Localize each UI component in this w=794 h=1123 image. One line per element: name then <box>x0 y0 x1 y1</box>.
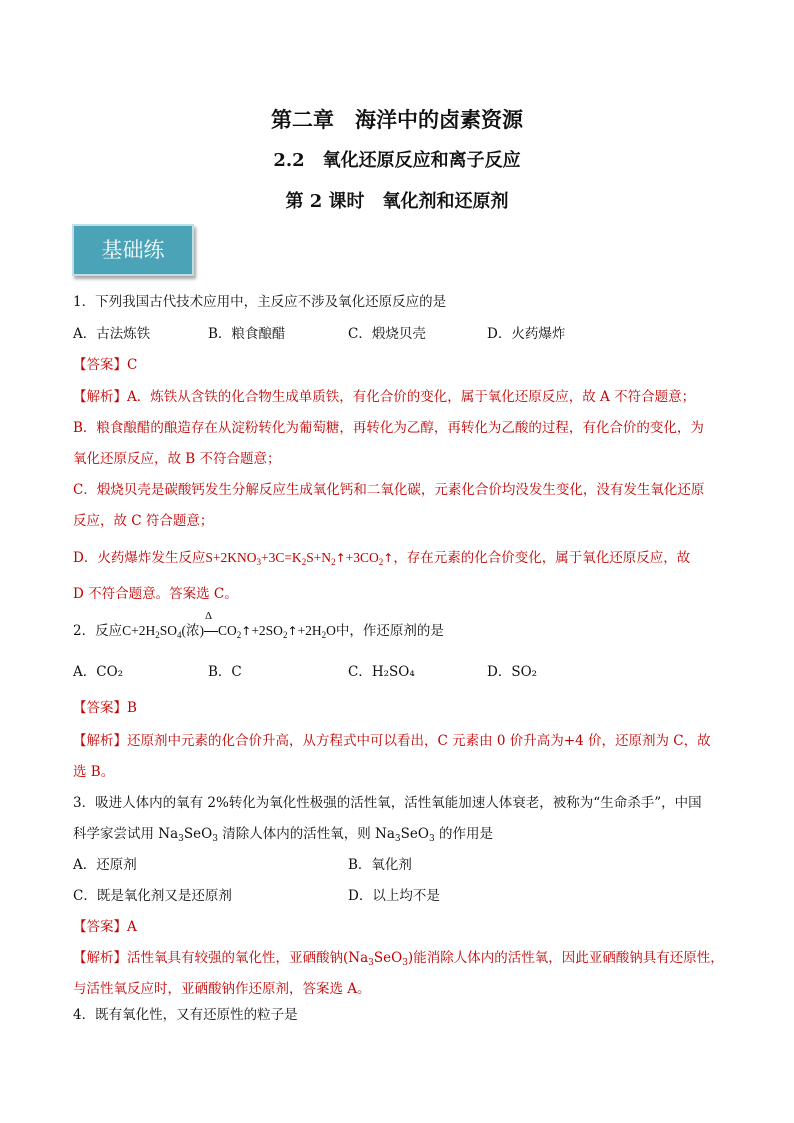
q1-analysis-line-6 <box>73 546 690 566</box>
q1-option-a: A．古法炼铁 <box>73 326 151 342</box>
q3-option-a: A．还原剂 <box>73 857 137 873</box>
q2-analysis-line-1 <box>73 729 711 749</box>
q1-option-d: D．火药爆炸 <box>487 326 566 342</box>
q1-analysis-line-3: 氧化还原反应，故 B 不符合题意； <box>73 451 281 467</box>
q2-stem-pre: 2．反应 <box>73 623 123 639</box>
q3-stem-2a: 科学家尝试用 Na <box>73 826 179 842</box>
q1-answer-value: C <box>127 357 138 373</box>
q1-analysis-line-7: D 不符合题意。答案选 C。 <box>73 586 238 602</box>
q1-option-b: B．粮食酿醋 <box>208 326 286 342</box>
analysis-label: 【解析】 <box>73 389 127 405</box>
q1-analysis-line-2: B．粮食酿醋的酿造存在从淀粉转化为葡萄糖，再转化为乙醇，再转化为乙酸的过程，有化合价的变化，为 <box>73 420 704 436</box>
q2-option-d: D．SO₂ <box>487 664 538 680</box>
q1-analysis-line-5: 反应，故 C 符合题意； <box>73 513 214 529</box>
q1-analysis-6-post: ，存在元素的化合价变化，属于氧化还原反应，故 <box>393 550 691 566</box>
q2-stem <box>73 610 444 640</box>
q2-answer-value: B <box>127 700 137 716</box>
q3-analysis-1a: 活性氧具有较强的氧化性，亚硒酸钠(Na <box>127 950 369 966</box>
answer-label: 【答案】 <box>73 919 127 935</box>
q3-option-b: B．氧化剂 <box>348 857 412 873</box>
q3-option-d: D．以上均不是 <box>348 888 440 904</box>
q3-analysis-line-1 <box>73 946 724 966</box>
q3-stem-line-2: 科学家尝试用 $Na_3SeO_3$ 清除人体内的活性氧，则 $Na_3SeO_3$ 的作用是 <box>73 826 493 844</box>
q3-stem-2d: SeO <box>400 826 429 842</box>
q2-answer <box>73 696 137 716</box>
q3-option-c: C．既是氧化剂又是还原剂 <box>73 888 232 904</box>
analysis-label: 【解析】 <box>73 733 127 749</box>
q1-option-c: C．煅烧贝壳 <box>348 326 426 342</box>
q2-option-a: A．CO₂ <box>73 664 124 680</box>
q1-analysis-text: A．炼铁从含铁的化合物生成单质铁，有化合价的变化，属于氧化还原反应，故 A 不符合题意； <box>127 389 696 405</box>
q3-stem-2e: 的作用是 <box>434 826 493 842</box>
q3-analysis-line-2: 与活性氧反应时，亚硒酸钠作还原剂，答案选 A。 <box>73 981 371 997</box>
q3-analysis-1b: SeO <box>373 950 403 966</box>
q3-analysis-1c: )能消除人体内的活性氧，因此亚硒酸钠具有还原性， <box>407 950 724 966</box>
analysis-label: 【解析】 <box>73 950 127 966</box>
q2-analysis-line-2: 选 B。 <box>73 764 115 780</box>
q2-option-b: B．C <box>208 664 242 680</box>
q3-stem-line-1: 3．吸进人体内的氧有 2%转化为氧化性极强的活性氧，活性氧能加速人体衰老，被称为“生命杀手”，中国 <box>73 795 702 811</box>
answer-label: 【答案】 <box>73 700 127 716</box>
gunpowder-equation: $S+2KNO_3+3C=K_2S+N_2↑+3CO_2↑$ <box>205 550 394 567</box>
q2-equation: $C+2H_2SO_4$(浓) Δ $CO_2↑+2SO_2↑+2H_2O$ <box>122 610 336 640</box>
q3-stem-2b: SeO <box>183 826 213 842</box>
q2-analysis-text: 还原剂中元素的化合价升高，从方程式中可以看出，C 元素由 0 价升高为+4 价，还原剂为 C，故 <box>127 733 711 749</box>
q1-analysis-6-pre: D．火药爆炸发生反应 <box>73 550 206 566</box>
basic-practice-badge: 基础练 <box>72 224 194 276</box>
q3-answer <box>73 915 137 935</box>
chapter-title: 第二章 海洋中的卤素资源 <box>271 107 523 132</box>
q2-stem-post: 中，作还原剂的是 <box>335 623 444 639</box>
q3-analysis-text: 活性氧具有较强的氧化性，亚硒酸钠$(Na_3SeO_3)$能消除人体内的活性氧，因此亚硒酸钠具有还原性， <box>127 950 724 968</box>
answer-label: 【答案】 <box>73 357 127 373</box>
q4-stem: 4．既有氧化性，又有还原性的粒子是 <box>73 1007 298 1023</box>
q3-answer-value: A <box>127 919 137 935</box>
q1-analysis-line-4: C．煅烧贝壳是碳酸钙发生分解反应生成氧化钙和二氧化碳，元素化合价均没发生变化，没有发生氧化还原 <box>73 482 705 498</box>
q1-answer <box>73 353 137 373</box>
section-title: 2.2 氧化还原反应和离子反应 <box>273 150 521 171</box>
q2-option-c: C．H₂SO₄ <box>348 664 415 680</box>
heat-symbol: Δ <box>204 610 213 622</box>
q1-analysis-line-1 <box>73 385 695 405</box>
q1-stem: 1．下列我国古代技术应用中，主反应不涉及氧化还原反应的是 <box>73 294 447 310</box>
q3-stem-2c: 清除人体内的活性氧，则 Na <box>217 826 395 842</box>
lesson-title: 第 2 课时 氧化剂和还原剂 <box>285 191 509 212</box>
